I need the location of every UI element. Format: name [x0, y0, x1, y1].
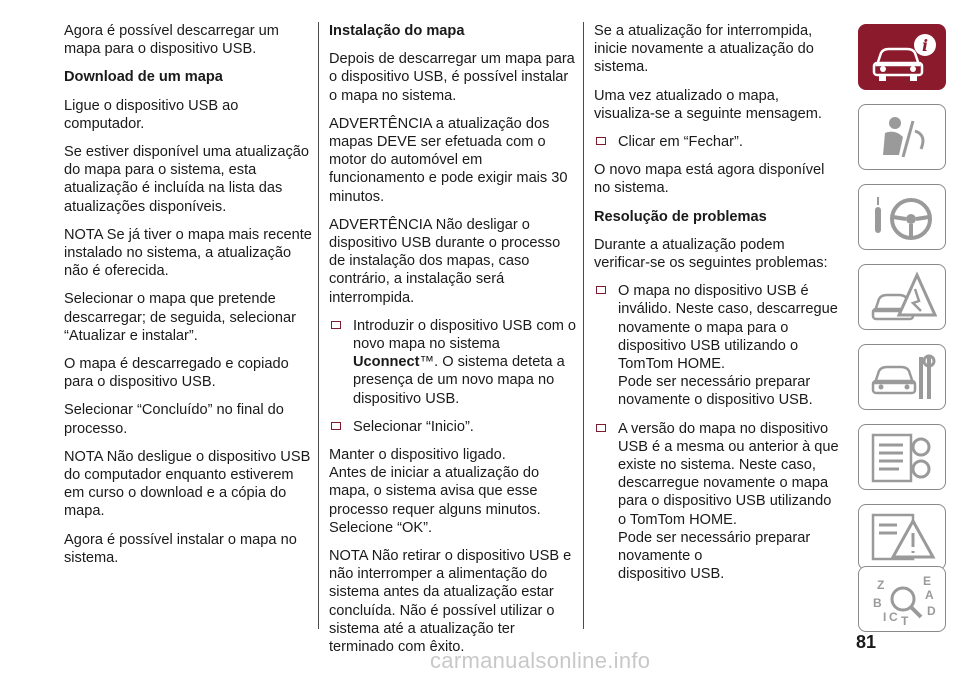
- text-column-2: [329, 22, 577, 666]
- paragraph: Durante a atualização podem verificar-se os seguintes problemas:: [594, 236, 828, 272]
- bullet-text: Selecionar “Inicio”.: [353, 418, 474, 435]
- index-letter: C: [889, 610, 898, 624]
- page-number: 81: [856, 632, 877, 652]
- chapter-tab-multimedia[interactable]: [858, 504, 946, 570]
- multimedia-warning-icon: [869, 511, 937, 565]
- paragraph: Uma vez atualizado o mapa, visualiza-se a seguinte mensagem.: [594, 87, 822, 122]
- bullet-item: [594, 420, 842, 584]
- paragraph: Se estiver disponível uma atualização do mapa para o sistema, esta atualização é incluída na lista das atualizações disponíveis.: [64, 144, 309, 215]
- bullet-text: [353, 317, 577, 408]
- note-paragraph: NOTA Não retirar o dispositivo USB e não interromper a alimentação do sistema antes da atualização estar concluída. Não é possível utilizar o sistema até a atualização ter terminado com êxito.: [329, 548, 572, 656]
- chapter-tab-vehicle-info[interactable]: [858, 24, 946, 90]
- index-letter: A: [925, 588, 934, 602]
- checkbox-bullet-icon: [331, 422, 341, 430]
- bullet-text: A versão do mapa no dispositivo USB é a mesma ou anterior à que existe no sistema. Neste caso, descarregue novamente o mapa para o dispositivo USB utilizando o TomTom HOME. Pode ser necessário preparar novamente o dispositivo USB.: [618, 420, 839, 583]
- column-divider: [318, 22, 319, 629]
- bullet-item: [329, 317, 577, 408]
- bullet-item: [594, 133, 842, 151]
- chapter-tab-maintenance[interactable]: [858, 344, 946, 410]
- index-letter: I: [883, 610, 887, 624]
- car-service-icon: [869, 351, 937, 405]
- index-letter: E: [923, 574, 932, 588]
- bullet-text-part: ™. O sistema deteta a presença de um novo mapa no dispositivo USB.: [353, 354, 565, 407]
- bullet-text: Clicar em “Fechar”.: [618, 134, 743, 151]
- note-paragraph: NOTA Não desligue o dispositivo USB do computador enquanto estiverem em curso o download e a cópia do mapa.: [64, 448, 311, 520]
- chapter-tab-starting-driving[interactable]: [858, 184, 946, 250]
- chapter-tab-index[interactable]: [858, 566, 946, 632]
- warning-paragraph: ADVERTÊNCIA a atualização dos mapas DEVE ser efetuada com o motor do automóvel em funcionamento e pode exigir mais 30 minutos.: [329, 115, 568, 205]
- paragraph: Depois de descarregar um mapa para o dispositivo USB, é possível instalar o mapa no sistema.: [329, 51, 575, 104]
- paragraph: Agora é possível descarregar um mapa para o dispositivo USB.: [64, 23, 279, 58]
- chapter-tab-technical-data[interactable]: [858, 424, 946, 490]
- text-column-1: [64, 22, 312, 577]
- checkbox-bullet-icon: [596, 137, 606, 145]
- chapter-tab-emergency[interactable]: [858, 264, 946, 330]
- index-letters-icon: [869, 573, 937, 627]
- paragraph: Se a atualização for interrompida, inicie novamente a atualização do sistema.: [594, 23, 814, 76]
- checkbox-bullet-icon: [331, 321, 341, 329]
- checkbox-bullet-icon: [596, 424, 606, 432]
- paragraph: Selecionar “Concluído” no final do processo.: [64, 402, 284, 437]
- bullet-item: [329, 418, 577, 436]
- section-heading-download: Download de um mapa: [64, 69, 223, 86]
- car-info-icon: [869, 31, 937, 85]
- paragraph: Ligue o dispositivo USB ao computador.: [64, 97, 239, 132]
- checkbox-bullet-icon: [596, 286, 606, 294]
- index-letter: T: [901, 614, 909, 627]
- warning-triangle-icon: [869, 271, 937, 325]
- seat-airbag-icon: [869, 111, 937, 165]
- svg-text:i: i: [921, 36, 929, 55]
- text-column-3: [594, 22, 842, 593]
- paragraph: O novo mapa está agora disponível no sistema.: [594, 162, 825, 197]
- paragraph: O mapa é descarregado e copiado para o dispositivo USB.: [64, 356, 289, 391]
- bullet-item: [594, 282, 842, 409]
- index-letter: D: [927, 604, 936, 618]
- index-letter: Z: [877, 578, 885, 592]
- watermark-text: carmanualsonline.info: [430, 648, 651, 673]
- bullet-text-part: Introduzir o dispositivo USB com o novo mapa no sistema: [353, 317, 577, 353]
- chapter-tab-safety[interactable]: [858, 104, 946, 170]
- paragraph: Manter o dispositivo ligado. Antes de iniciar a atualização do mapa, o sistema avisa que esse processo requer alguns minutos. Selecione “OK”.: [329, 447, 541, 536]
- paragraph: Agora é possível instalar o mapa no sistema.: [64, 531, 297, 566]
- paragraph: Selecionar o mapa que pretende descarregar; de seguida, selecionar “Atualizar e instalar”.: [64, 291, 297, 344]
- column-divider: [583, 22, 584, 629]
- specs-gears-icon: [869, 431, 937, 485]
- note-paragraph: NOTA Se já tiver o mapa mais recente instalado no sistema, a atualização não é oferecida.: [64, 226, 312, 280]
- warning-paragraph: ADVERTÊNCIA Não desligar o dispositivo USB durante o processo de instalação dos mapas, caso contrário, a instalação será interrompida.: [329, 216, 561, 306]
- brand-name: Uconnect: [353, 354, 420, 371]
- index-letter: B: [873, 596, 882, 610]
- section-heading-troubleshooting: Resolução de problemas: [594, 208, 767, 225]
- steering-wheel-icon: [869, 191, 937, 245]
- bullet-text: O mapa no dispositivo USB é inválido. Neste caso, descarregue novamente o mapa para o dispositivo USB utilizando o TomTom HOME. Pode ser necessário preparar novamente o dispositivo USB.: [618, 283, 838, 409]
- section-heading-install: Instalação do mapa: [329, 23, 465, 39]
